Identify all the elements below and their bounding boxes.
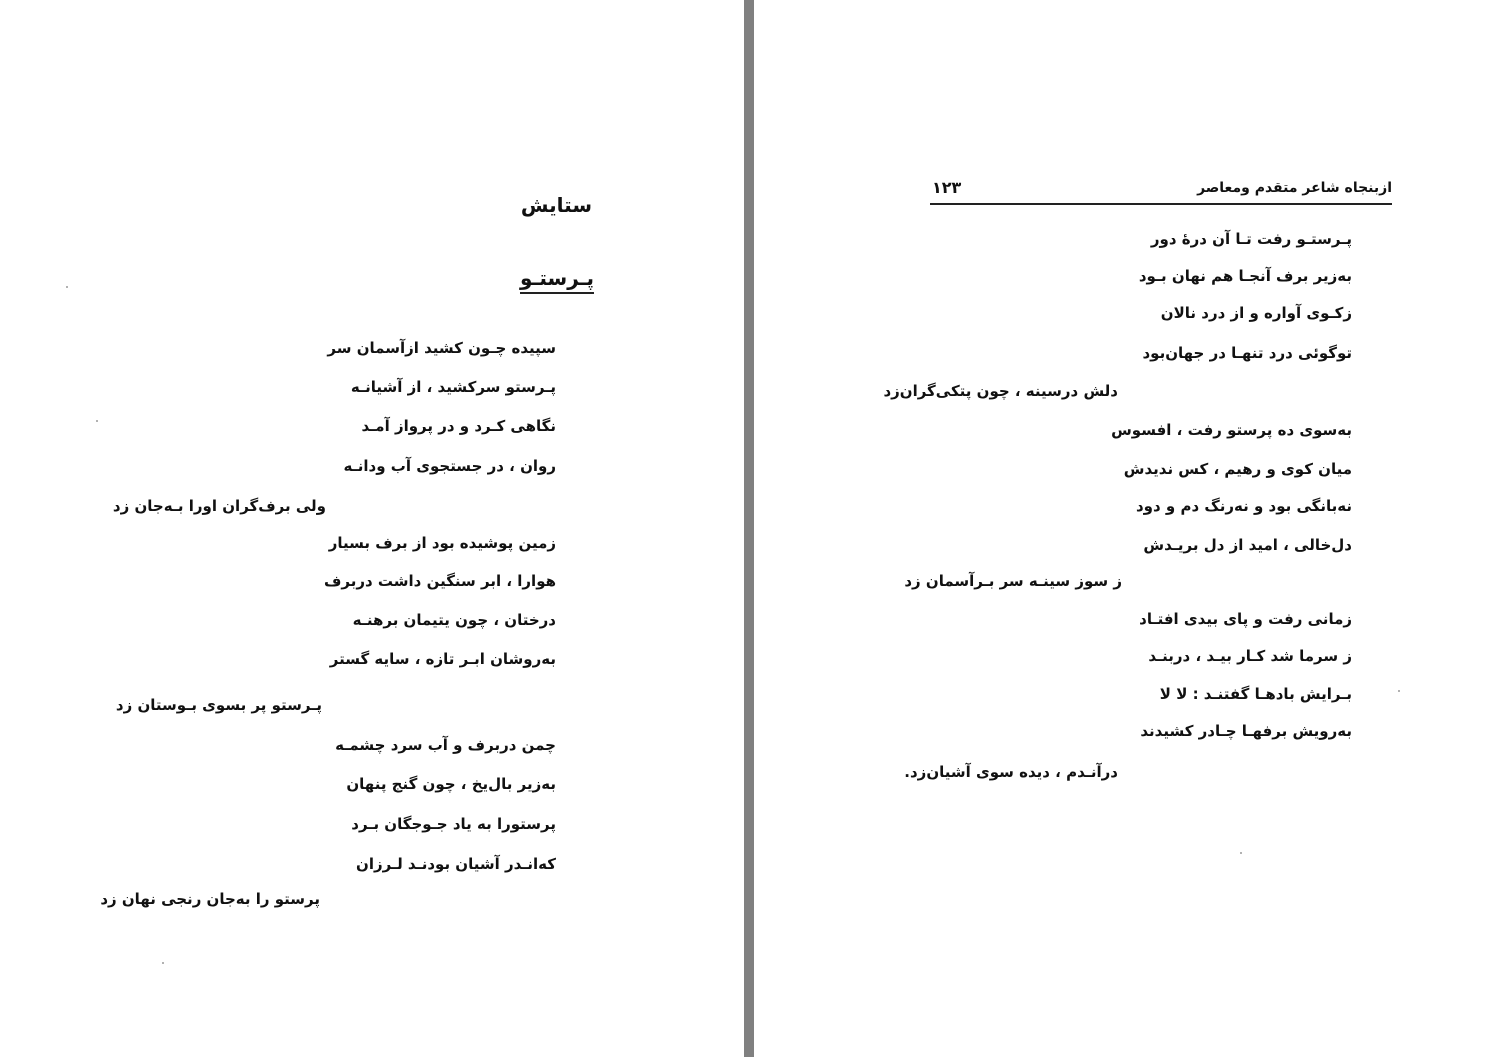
- poem-line: ز سرما شد کـار بیـد ، دربنـد: [1148, 647, 1352, 665]
- poem-line: سپیده چـون کشید ازآسمان سر: [327, 339, 556, 357]
- poem-line: پرستورا به یاد جـوجگان بـرد: [351, 815, 556, 833]
- poem-refrain: پرستو را به‌جان رنجی نهان زد: [100, 890, 320, 908]
- poem-line: چمن دربرف و آب سرد چشمـه: [335, 736, 556, 754]
- paper-speck: [1240, 852, 1242, 854]
- poem-line: نگاهی کـرد و در پرواز آمـد: [361, 417, 556, 435]
- paper-speck: [1398, 690, 1400, 692]
- poem-line: پـرستو سرکشید ، از آشیانـه: [350, 378, 556, 396]
- left-page: [0, 0, 744, 1057]
- poem-line: روان ، در جستجوی آب ودانـه: [343, 457, 556, 475]
- poem-line: به‌زیر بال‌یخ ، چون گنج پنهان: [346, 775, 556, 793]
- poem-refrain: ولی برف‌گران اورا بـه‌جان زد: [112, 497, 326, 515]
- poem-line: به‌سوی ده پرستو رفت ، افسوس: [1111, 421, 1352, 439]
- poem-line: زمین پوشیده بود از برف بسیار: [328, 534, 556, 552]
- poem-line: پـرستـو رفت تـا آن درهٔ دور: [1150, 230, 1352, 248]
- poem-line: هوارا ، ابر سنگین داشت دربرف: [323, 572, 556, 590]
- poem-line: نه‌بانگی بود و نه‌رنگ دم و دود: [1135, 497, 1352, 515]
- paper-speck: [162, 962, 164, 964]
- book-gutter: [744, 0, 754, 1057]
- poem-line: دل‌خالی ، امید از دل بریـدش: [1143, 536, 1352, 554]
- poem-line: بـرایش بادهـا گفتنـد : لا لا: [1159, 685, 1352, 703]
- poem-refrain: درآنـدم ، دیده سوی آشیان‌زد.: [904, 763, 1118, 781]
- poem-refrain: پـرستو پر بسوی بـوستان زد: [115, 696, 322, 714]
- section-title: ستایش: [520, 193, 592, 217]
- right-page: [754, 0, 1500, 1057]
- poem-refrain: ز سوز سینـه سر بـرآسمان زد: [904, 572, 1122, 590]
- poem-line: میان کوی و رهیم ، کس ندیدش: [1123, 460, 1352, 478]
- header-rule: [930, 203, 1392, 205]
- poem-line: زکـوی آواره و از درد نالان: [1160, 304, 1352, 322]
- page-number: ۱۲۳: [932, 178, 962, 197]
- paper-speck: [96, 420, 98, 422]
- poem-line: به‌رویش برفهـا چـادر کشیدند: [1140, 722, 1352, 740]
- paper-speck: [66, 286, 68, 288]
- poem-line: درختان ، چون یتیمان برهنـه: [352, 611, 556, 629]
- poem-refrain: دلش درسینه ، چون پتکی‌گران‌زد: [883, 382, 1118, 400]
- poem-line: به‌روشان ابـر تازه ، سایه گستر: [329, 650, 556, 668]
- poem-title: پـرستـو: [520, 266, 594, 294]
- poem-line: توگوئی درد تنهـا در جهان‌بود: [1142, 344, 1352, 362]
- running-head: ازبنجاه شاعر متقدم ومعاصر: [1197, 180, 1392, 196]
- poem-line: زمانی رفت و پای بیدی افتـاد: [1139, 610, 1352, 628]
- poem-line: که‌انـدر آشیان بودنـد لـرزان: [356, 855, 556, 873]
- poem-line: به‌زیر برف آنجـا هم نهان بـود: [1138, 267, 1352, 285]
